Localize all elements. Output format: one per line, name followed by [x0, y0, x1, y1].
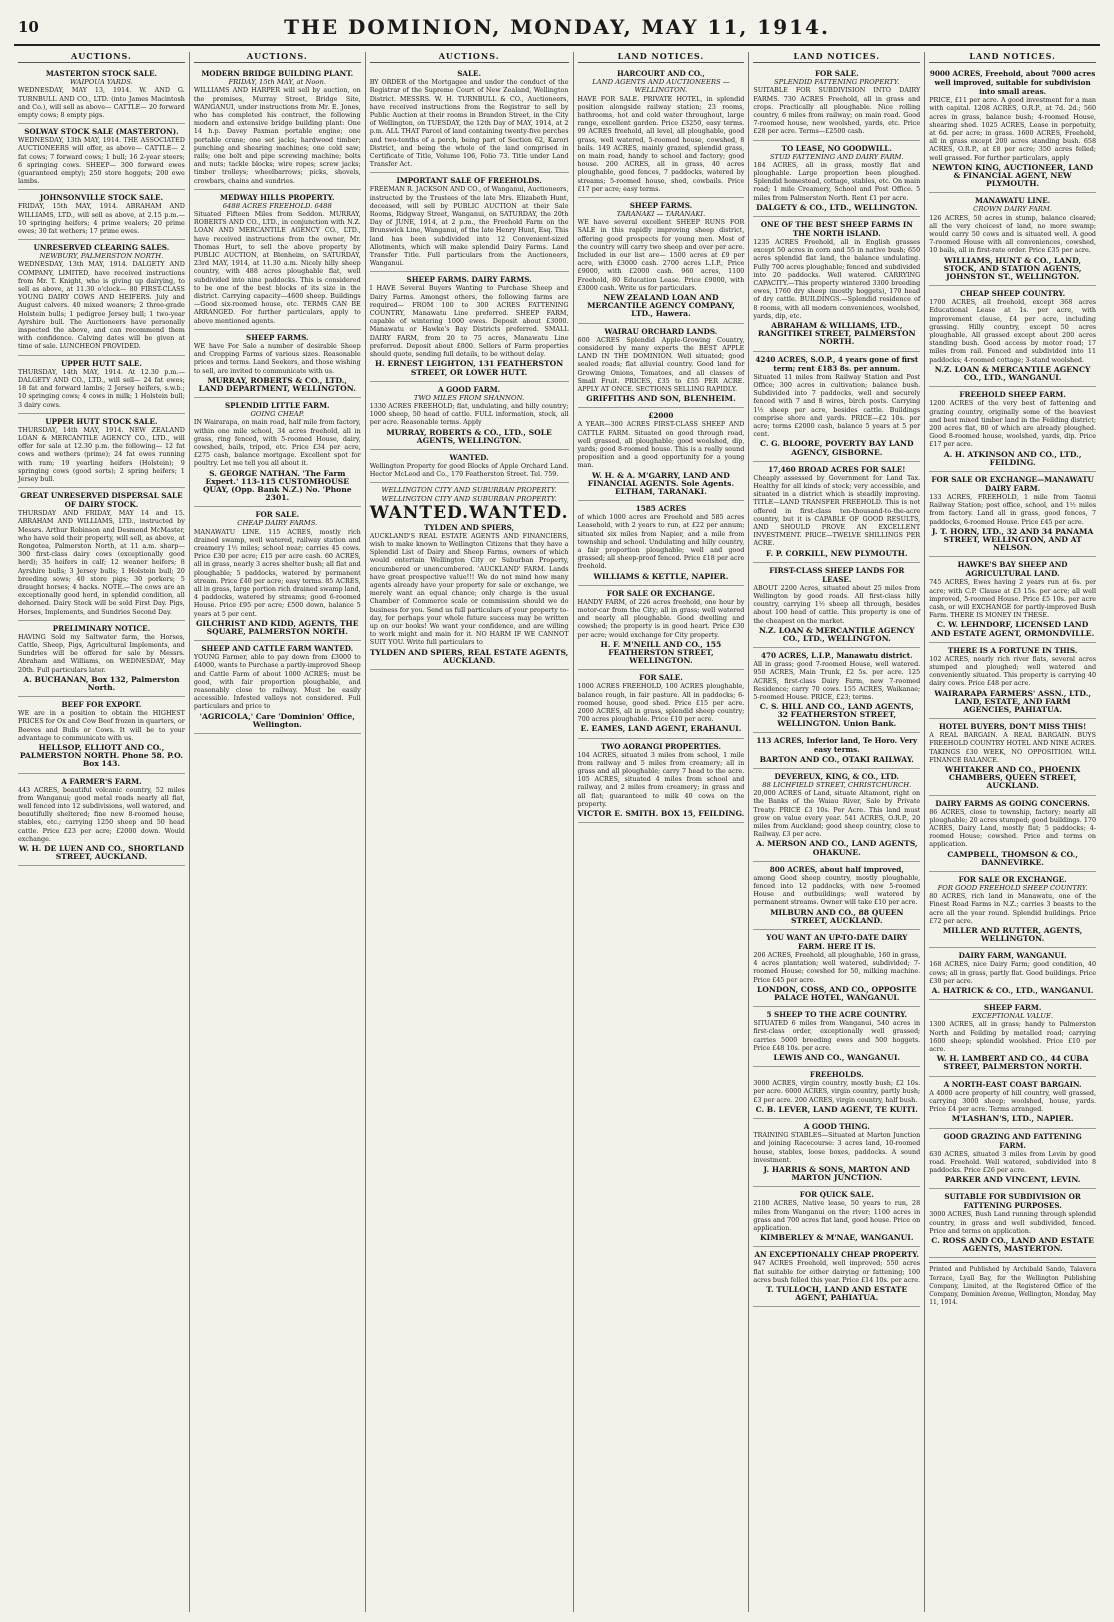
ad-heading: SHEEP FARMS. [629, 201, 693, 211]
ad-body-text: WE have For Sale a number of desirable Sheep and Cropping Farms of various sizes. Reasonable prices and terms. Land Seekers, and those wishing to sell, are invited to communicate with us. [193, 341, 361, 375]
ad-body-text: 947 ACRES Freehold, well improved; 550 acres flat suitable for either dairying or fattening; 100 acres bush felled this year. Price £14 10s. per acre. [753, 1259, 921, 1284]
ad-body-text: Situated 11 miles from Railway Station and Post Office; 300 acres in cultivation; balance bush. Subdivided into 7 paddocks, well and securely fenced with 7 and 8 wires, birch posts. Carrying 1½ sheep per acre, besides cattle. Buildings comprise shore and yards. PRICE—£2 10s. per acre; terms £2000 cash, balance 5 years at 5 per cent. [753, 372, 921, 439]
ad-signature: H. ERNEST LEIGHTON, 131 FEATHERSTON STREET, OR LOWER HUTT. [375, 359, 564, 377]
ad-heading: SUITABLE FOR SUBDIVISION OR FATTENING PURPOSES. [944, 1192, 1081, 1211]
advertisement [929, 286, 1096, 387]
ad-subheading: 6488 ACRES FREEHOLD. 6488 [222, 201, 332, 210]
ad-body-text: 206 ACRES, Freehold, all ploughable, 160 in grass, 4 acres plantation; well watered, subdivided; 7-roomed House; cowshed for 50, milking machine. Price £45 per acre. [753, 951, 921, 984]
ad-body-text: SITUATED 6 miles from Wanganui, 540 acres in first-class order, exceptionally well grassed; carries 5000 breeding ewes and 500 hoggets. Price £48 10s. per acre. [753, 1019, 921, 1052]
ad-body-text: HAVE FOR SALE. PRIVATE HOTEL, in splendid position alongside railway station; 23 rooms, bathrooms, hot and cold water throughout, large range, excellent garden. Price £3250, easy terms. 99 ACRES freehold, all level, all ploughable, good grass, well watered, 5-roomed house, cowshed, 8 bails. 149 ACRES, mainly grazed, splendid grass, on main road, handy to school and factory; good house. 200 ACRES, all in grass, 40 acres ploughable, good fences, 7 paddocks, watered by streams; 5-roomed house, shed, cowbails. Price £17 per acre; easy terms. [577, 94, 745, 193]
ad-signature: DALGETY & CO., LTD., WELLINGTON. [756, 202, 918, 212]
advertisement [753, 1247, 920, 1307]
advertisement [929, 557, 1096, 642]
ad-signature: N.Z. LOAN & MERCANTILE AGENCY CO., LTD., WELLINGTON. [758, 625, 915, 643]
printer-imprint: Printed and Published by Archibald Sando, Talavera Terrace, Lyall Bay, for the Wellington Publishing Company, Limited, at the Registered Office of the Company, Dominion Avenue, Wellington, Monday, May 11, 1914. [929, 1262, 1096, 1307]
ad-signature: C. S. HILL AND CO., LAND AGENTS, 32 FEATHERSTON STREET, WELLINGTON. Union Bank. [759, 702, 914, 728]
ad-heading: CHEAP SHEEP COUNTRY. [960, 289, 1066, 299]
advertisement [929, 948, 1096, 1000]
ad-body-text: THURSDAY, 14th MAY, 1914. NEW ZEALAND LOAN & MERCANTILE AGENCY CO., LTD., will offer for sale at 12.30 p.m. the following— 12 fat cows and wethers (prime); 24 fat ewes running with ram; 19 yearling heifers (Holstein); 9 springing cows (good sorts); 2 spring heifers; 1 Jersey bull. [18, 425, 185, 483]
ad-body-text: 3000 ACRES, Bush Land running through splendid country, in grass and well subdivided, fenced. Price and terms on application. [929, 1210, 1097, 1235]
ad-signature: MURRAY, ROBERTS & CO., LTD., SOLE AGENTS, WELLINGTON. [386, 427, 552, 445]
ad-body-text: PRICE, £11 per acre. A good investment for a man with capital. 1208 ACRES, O.R.P., at 7d. 2d.; 560 acres in grass, balance bush; 4-roomed House, shearing shed. 1025 ACRES, Lease in perpetuity, at 6d. per acre; in grass. 1600 ACRES, Freehold, all in grass except 200 acres standing bush. 658 ACRES, O.R.P., at £8 per acre; 350 acres felled; well grassed. For further particulars, apply [929, 96, 1097, 162]
ad-heading: SHEEP AND CATTLE FARM WANTED. [201, 644, 354, 654]
ad-body-text: 3000 ACRES, virgin country, mostly bush; £2 10s. per acre. 6000 ACRES, virgin country, partly bush; £3 per acre. 200 ACRES, virgin country, half bush. [753, 1079, 921, 1104]
ad-body-text: YOUNG Farmer, able to pay down from £3000 to £4000, wants to Purchase a partly-improved Sheep and Cattle Farm of about 1000 ACRES; must be good, with fair proportion ploughable, and reasonably close to railway. Must be easily accessible. Infested valleys not considered. Full particulars and price to [193, 653, 361, 711]
wanted-body: AUCKLAND'S REAL ESTATE AGENTS AND FINANCIERS, wish to make known to Wellington Citizens that they have a Splendid List of Dairy and Sheep Farms, owners of which would entertain Wellington City or Suburban Property, encumbered or unencumbered. 'AUCKLAND' FARM. Lands have great prospective value!!! We do not mind how many agents already have your property for sale or exchange, we merely want an equal chance; only charge is the usual Chamber of Commerce scale or commission should we do business for you. Send us full particulars of your property to-day, for perhaps your whole future success may be written up on our books! We want your confidence, and are willing to work might and main for it. NO HARM IF WE CANNOT SUIT YOU. Write full particulars to [369, 531, 569, 647]
ad-heading: TO LEASE, NO GOODWILL. [781, 143, 892, 153]
ad-body-text: All in grass; good 7-roomed House, well watered. 950 ACRES, Main Trunk, £2 5s. per acre. 125 ACRES, first-class Dairy Farm, new 7-roomed Residence; carry 70 cows. 155 ACRES, Waikanae; 5-roomed House. PRICE, £23; terms. [753, 660, 921, 701]
ad-body-text: 745 ACRES, Ewes having 2 years run at 6s. per acre; with C.P. Clause at £3 15s. per acre; all well improved, 5-roomed House. Price £5 10s. per acre cash, or will EXCHANGE for partly-improved Bush Farm. THERE IS MONEY IN THESE. [929, 578, 1097, 620]
advertisement [753, 862, 920, 930]
ad-body-text: THURSDAY AND FRIDAY, MAY 14 and 15. ABRAHAM AND WILLIAMS, LTD., instructed by Messrs. Arthur Robinson and Desmond McMaster, who have sold their property, will sell, as above, at Rongotea, Palmerston North, at 11 a.m. sharp— 300 first-class dairy cows (exceptionally good herd); 35 heifers in calf; 12 weaner heifers; 8 Ayrshire bulls; 3 Jersey bulls; 1 Holstein bull; 20 breeding sows; 40 store pigs; 30 porkers; 5 draught horses; 4 hacks. NOTE.—The cows are an exceptionally good herd, in splendid condition, all dehorned. Dairy Stock will be sold First Day. Pigs, Horses, Implements, and Sundries Second Day. [18, 509, 185, 616]
ad-body-text: A YEAR—300 ACRES FIRST-CLASS SHEEP AND CATTLE FARM. Situated on good through road, well grassed, all ploughable; good woolshed, dip, yards; good 8-roomed house. This is a really sound proposition and a good opportunity for a young man. [577, 420, 745, 470]
column-2-auctions [190, 52, 366, 1612]
ad-heading: DAIRY FARM, WANGANUI. [958, 951, 1067, 961]
ad-subheading: CHEAP DAIRY FARMS. [237, 519, 318, 528]
advertisement [578, 501, 745, 586]
ad-heading: FOR SALE. [639, 673, 683, 683]
ad-heading: FOR SALE. [255, 510, 300, 520]
wanted-advertisement [370, 483, 569, 670]
advertisement [929, 66, 1096, 193]
ad-signature: J. T. HORN, LTD., 32 AND 34 PANAMA STREET, WELLINGTON, AND AT NELSON. [931, 526, 1094, 553]
ad-heading: GREAT UNRESERVED DISPERSAL SALE OF DAIRY STOCK. [20, 491, 183, 510]
ad-body-text: A REAL BARGAIN. A REAL BARGAIN. BUYS FREEHOLD COUNTRY HOTEL AND NINE ACRES. TAKINGS £30 WEEK, NO OPPOSITION. WILL FINANCE BALANCE. [929, 731, 1097, 764]
ad-signature: C. G. BLOORE, POVERTY BAY LAND AGENCY, GISBORNE. [759, 439, 914, 457]
ad-subheading: SPLENDID FATTENING PROPERTY. [774, 78, 900, 87]
ad-body-text: SUITABLE FOR SUBDIVISION INTO DAIRY FARMS. 730 ACRES Freehold, all in grass and crops. Practically all ploughable. Nice rolling country, 6 miles from railway; on main road. Good 7-roomed house, new woolshed, yards, etc. Price £28 per acre. Terms—£2500 cash. [753, 86, 921, 136]
ad-body-text: WEDNESDAY, 13th MAY, 1914. DALGETY AND COMPANY, LIMITED, have received instructions from Mr. T. Knight, who is giving up dairying, to sell as above, at 11.30 o'clock— 80 FIRST-CLASS YOUNG DAIRY COWS AND HEIFERS. July and August calvers. 40 mixed weaners; 2 three-grade Holstein bulls; 1 pedigree Jersey bull; 1 two-year Ayrshire bull. The Auctioneers have personally inspected the above, and can recommend them with confidence. Calving dates will be given at time of sale. LUNCHEON PROVIDED. [18, 260, 185, 351]
ad-body-text: BY ORDER of the Mortgagee and under the conduct of the Registrar of the Supreme Court of New Zealand, Wellington District. MESSRS. W. H. TURNBULL & CO., Auctioneers, have received instructions from the Registrar to sell by Public Auction at their rooms in Brandon Street, in the City of Wellington, on TUESDAY, the 12th Day of MAY, 1914, at 2 p.m. ALL THAT Parcel of land containing twenty-five perches and two-tenths of a perch, being part of Section 62, Karori District, and being the whole of the land comprised in Certificate of Title, Volume 106, Folio 73. Title under Land Transfer Act. [369, 78, 569, 169]
ad-body-text: Cheaply assessed by Government for Land Tax. Healthy for all kinds of stock; very accessible, and situated in a district which is steadily improving. TITLE—LAND TRANSFER FREEHOLD. This is not offered in first-class ten-thousand-to-the-acre country, but it is CAPABLE OF GOOD RESULTS, AND SHOULD PROVE AN EXCELLENT INVESTMENT. PRICE—TWELVE SHILLINGS PER ACRE. [753, 473, 921, 548]
ad-heading: MASTERTON STOCK SALE. [45, 69, 157, 79]
ad-heading: 113 ACRES, Inferior land, Te Horo. Very easy terms. [756, 735, 918, 754]
ad-body-text: 1200 ACRES of the very best of fattening and grazing country, originally some of the heaviest and best mixed timber land in the Feilding district; 200 acres flat, 80 of which are already ploughed. Good 8-roomed house, woolshed, yards, dip. Price £17 per acre. [929, 399, 1097, 449]
ad-subheading: NEWBURY, PALMERSTON NORTH. [39, 252, 164, 261]
wanted-firm: TYLDEN AND SPIERS, [424, 522, 515, 532]
ad-body-text: among Good sheep country, mostly ploughable, fenced into 12 paddocks, with new 5-roomed House and outbuildings; well watered by permanent streams. Owner will take £10 per acre. [753, 873, 921, 907]
ad-heading: 4240 ACRES, S.O.P., 4 years gone of first term; rent £183 8s. per annum. [755, 354, 919, 373]
ad-body-text: A 4000 acre property of hill country, well grassed, carrying 3000 sheep; woolshed, house, yards. Price £4 per acre. Terms arranged. [929, 1088, 1097, 1114]
ad-heading: A GOOD FARM. [438, 384, 501, 394]
column-heading: AUCTIONS. [194, 52, 361, 63]
ad-body-text: WEDNESDAY, MAY 13, 1914. W. AND G. TURNBULL AND CO., LTD. (into James Macintosh and Co.), will sell as above— CATTLE— 20 forward empty cows; 8 empty pigs. [18, 86, 185, 120]
ad-heading: HOTEL BUYERS, DON'T MISS THIS! [938, 722, 1087, 732]
ad-heading: FREEHOLD SHEEP FARM. [959, 390, 1066, 400]
ad-body-text: 1700 ACRES, all freehold, except 368 acres Educational Lease at 1s. per acre, with improvement clause, £4 per acre, including grassing. Hilly country, except 50 acres ploughable. All grassed except about 200 acres standing bush. Good access by motor road; 17 miles from rail. Fenced and subdivided into 11 paddocks; 4-roomed cottage; 3-stand woolshed. [929, 298, 1097, 364]
advertisement [753, 769, 920, 862]
advertisement [18, 488, 185, 621]
ad-subheading: CROWN DAIRY FARM. [973, 205, 1053, 214]
ad-signature: J. HARRIS & SONS, MARTON AND MARTON JUNCTION. [763, 1164, 910, 1183]
ad-body-text: 168 ACRES, nice Dairy Farm; good condition, 40 cows; all in grass, partly flat. Good buildings. Price £30 per acre. [929, 960, 1097, 985]
ad-heading: DEVEREUX, KING, & CO., LTD. [774, 772, 899, 781]
ad-signature: E. EAMES, LAND AGENT, ERAHANUI. [580, 724, 742, 734]
ad-signature: MILLER AND RUTTER, AGENTS, WELLINGTON. [942, 926, 1083, 944]
ad-body-text: ABOUT 2200 Acres, situated about 25 miles from Wellington by good roads. All first-class hilly country, carrying 1½ sheep all through, besides about 100 head of cattle. This property is one of the cheapest on the market. [753, 583, 921, 625]
advertisement [194, 641, 361, 734]
ad-body-text: 184 ACRES, all in grass, mostly flat and ploughable. Large proportion been ploughed. Splendid homestead, cottage, stables, etc. On main road; 1 mile Creamery, School and Post Office. 5 miles from Palmerston North. Rent £1 per acre. [753, 160, 921, 202]
ad-heading: A FARMER'S FARM. [61, 776, 142, 786]
ad-body-text: 630 ACRES, situated 3 miles from Levin by good road. Freehold. Well watered, subdivided into 8 paddocks. Price £26 per acre. [929, 1149, 1097, 1174]
advertisement [370, 450, 569, 483]
ad-heading: £2000 [648, 411, 674, 421]
newspaper-title: THE DOMINION, MONDAY, MAY 11, 1914. [284, 15, 830, 39]
ad-body-text: HAVING Sold my Saltwater farm, the Horses, Cattle, Sheep, Pigs, Agricultural Implements, and Sundries will be offered for sale by Messrs. Abraham and Williams, on WEDNESDAY, May 20th. Full particulars later. [18, 632, 185, 674]
advertisement [194, 398, 361, 507]
advertisement [18, 66, 185, 124]
ad-signature: C. B. LEVER, LAND AGENT, TE KUITI. [755, 1104, 918, 1114]
ad-signature: M'LASHAN'S, LTD., NAPIER. [951, 1114, 1074, 1124]
ad-subheading: TWO MILES FROM SHANNON. [413, 393, 525, 402]
ad-signature: WAIRARAPA FARMERS' ASSN., LTD., LAND, ESTATE, AND FARM AGENCIES, PAHIATUA. [934, 688, 1091, 714]
ad-heading: SHEEP FARMS. [246, 332, 309, 342]
ad-subheading: FOR GOOD FREEHOLD SHEEP COUNTRY. [937, 884, 1088, 893]
ad-heading: FREEHOLDS. [809, 1070, 864, 1080]
ad-body-text: 126 ACRES, 50 acres in stump, balance cleared; all the very choicest of land, no more swamp; would carry 50 cows and is situated well. A good 7-roomed House with all conveniences, cowshed, 10 bails, all in first-rate order. Price £35 per acre. [929, 213, 1097, 255]
ad-signature: KIMBERLEY & M'NAE, WANGANUI. [760, 1233, 914, 1243]
ad-signature: WHITAKER AND CO., PHOENIX CHAMBERS, QUEEN STREET, AUCKLAND. [944, 765, 1081, 791]
advertisement [929, 1189, 1096, 1258]
ad-subheading: FRIDAY, 15th MAY, at Noon. [228, 78, 327, 87]
column-1-auctions [14, 52, 190, 1612]
ad-signature: ABRAHAM & WILLIAMS, LTD., RANGITIKEI STREET, PALMERSTON NORTH. [757, 321, 916, 347]
ad-body-text: WEDNESDAY, 13th MAY, 1914. THE ASSOCIATED AUCTIONEERS will offer, as above— CATTLE— 2 fat cows; 7 forward cows; 1 bull; 16 2-year steers; 6 springing cows. SHEEP— 300 forward ewes (guaranteed empty); 250 store hoggets; 200 ewe lambs. [18, 136, 185, 186]
ad-heading: SALE. [457, 69, 481, 79]
ad-signature: LONDON, COSS, AND CO., OPPOSITE PALACE HOTEL, WANGANUI. [756, 984, 917, 1003]
ad-heading: FOR SALE OR EXCHANGE—MANAWATU DAIRY FARM. [931, 474, 1094, 493]
ad-signature: MURRAY, ROBERTS & CO., LTD., LAND DEPARTMENT, WELLINGTON. [198, 375, 356, 393]
advertisement [929, 643, 1096, 719]
ad-subheading: 88 LICHFIELD STREET, CHRISTCHURCH. [762, 781, 912, 789]
wanted-overline: WELLINGTON CITY AND SUBURBAN PROPERTY. WELLINGTON CITY AND SUBURBAN PROPERTY. [381, 486, 557, 503]
advertisement [929, 719, 1096, 795]
ad-heading: DAIRY FARMS AS GOING CONCERNS. [935, 798, 1090, 808]
advertisement [753, 66, 920, 140]
advertisement [929, 1077, 1096, 1129]
ad-subheading: LAND AGENTS AND AUCTIONEERS — WELLINGTON. [592, 78, 730, 95]
advertisement [753, 930, 920, 1007]
ad-heading: MODERN BRIDGE BUILDING PLANT. [201, 69, 354, 79]
ad-signature: A. HATRICK & CO., LTD., WANGANUI. [931, 986, 1094, 996]
ad-body-text: WILLIAMS AND HARPER will sell by auction, on the premises, Murray Street, Bridge Site, WANGANUI, under instructions from Mr. E. Jones, who has completed his contract, the following modern and extensive bridge building plant: One 14 h.p. Davey Paxman portable engine; one portable crane; one set jacks; hardwood timber; punching and shearing machines; one cold saw; rails; one belt and pipe screwing machine; bolts and nuts; tackle blocks; wire ropes; screw jacks; timber trolleys; wheelbarrows; picks, shovels, crowbars, chains and sundries. [193, 86, 361, 185]
ad-signature: W. H. DE LUEN AND CO., SHORTLAND STREET, AUCKLAND. [18, 844, 184, 862]
column-heading: LAND NOTICES. [578, 52, 745, 63]
advertisement [370, 272, 569, 381]
advertisement [929, 1129, 1096, 1190]
ad-body-text: 2100 ACRES, Native lease, 50 years to run, 28 miles from Wanganui on the river; 1100 acres in grass and 700 acres flat land, good house. Price on application. [753, 1199, 921, 1232]
ad-body-text: THURSDAY, 14th MAY, 1914. At 12.30 p.m.— DALGETY AND CO., LTD., will sell— 24 fat ewes; 18 fat and forward lambs; 2 Jersey heifers, s.w.b.; 10 springing cows; 4 cows in milk; 1 Holstein bull; 3 dairy cows. [18, 367, 185, 409]
ad-heading: MANAWATU LINE. [975, 196, 1051, 206]
advertisement [18, 697, 185, 773]
ad-signature: GILCHRIST AND KIDD, AGENTS, THE SQUARE, PALMERSTON NORTH. [196, 618, 359, 636]
ad-heading: IMPORTANT SALE OF FREEHOLDS. [396, 176, 542, 186]
ad-heading: UPPER HUTT SALE. [61, 358, 142, 368]
advertisement [578, 670, 745, 738]
ad-heading: UPPER HUTT STOCK SALE. [45, 416, 158, 426]
advertisement [578, 739, 745, 824]
ad-body-text: MANAWATU LINE. 115 ACRES, mostly rich drained swamp, well watered, railway station and creamery 1½ miles; school near; carries 45 cows. Price £30 per acre; £15 per acre cash. 60 ACRES, all in grass, nearly 3 acres shelter bush; all flat and ploughable; 5 paddocks, watered by permanent stream. Price £40 per acre; easy terms. 85 ACRES, all in grass, large portion rich drained swamp land, 4 paddocks, watered by streams; good 6-roomed House. Price £95 per acre; £500 down, balance 5 years at 5 per cent. [193, 527, 361, 618]
ad-heading: HARCOURT AND CO., [617, 69, 705, 79]
advertisement [753, 733, 920, 769]
ad-body-text: WE are in a position to obtain the HIGHEST PRICES for Ox and Cow Beef frozen in quarters, or Beeves and Bulls or Cows. It will be to your advantage to communicate with us. [18, 709, 185, 742]
ad-signature: W. H. & A. M'GARRY, LAND AND FINANCIAL AGENTS. Sole Agents. ELTHAM, TARANAKI. [587, 470, 735, 496]
advertisement [578, 408, 745, 501]
advertisement [578, 586, 745, 671]
wanted-heading-right: WANTED. [469, 502, 569, 523]
ad-heading: MEDWAY HILLS PROPERTY. [220, 192, 335, 202]
ad-body-text: 80 ACRES, rich land in Manawatu, one of the Finest Road Farms in N.Z.; carries 3 beasts to the acre all the year round. Splendid buildings. Price £72 per acre. [929, 892, 1097, 925]
column-heading: LAND NOTICES. [929, 52, 1096, 63]
wanted-signature: TYLDEN AND SPIERS, REAL ESTATE AGENTS, AUCKLAND. [369, 647, 569, 665]
ad-body-text: of which 1000 acres are Freehold and 585 acres Leasehold, with 2 years to run, at £22 per annum; situated six miles from Napier, and a mile from township and school. Undulating and hilly country, a fair proportion ploughable; well and good grassed; all sheep-proof fenced. Price £18 per acre freehold. [577, 513, 745, 571]
advertisement [194, 330, 361, 398]
advertisement [753, 217, 920, 352]
advertisement [929, 872, 1096, 948]
ad-body-text: FRIDAY, 15th MAY, 1914. ABRAHAM AND WILLIAMS, LTD., will sell as above, at 2.15 p.m.— 10 springing heifers; 4 prime vealers; 20 prime ewes; 30 fat wethers; 17 prime ewes. [18, 202, 185, 236]
ad-signature: PARKER AND VINCENT, LEVIN. [944, 1175, 1081, 1185]
ad-signature: MILBURN AND CO., 88 QUEEN STREET, AUCKLAND. [770, 907, 904, 925]
column-heading: AUCTIONS. [370, 52, 569, 63]
ad-body-text: 1330 ACRES FREEHOLD; flat, undulating, and hilly country; 1000 sheep, 50 head of cattle. FULL information, stock, all per acre. Reasonable terms. Apply [369, 401, 569, 427]
advertisement [18, 414, 185, 488]
ad-body-text: 443 ACRES, beautiful volcanic country, 52 miles from Wanganui; good metal roads nearly all flat, well fenced into 12 subdivisions, well watered, and beautifully sheltered; fine new 8-roomed house, stables, etc.; carrying 1250 sheep and 50 head cattle. Price £23 per acre; £2000 down. Would exchange. [18, 785, 185, 843]
ad-body-text: 133 ACRES, FREEHOLD, 1 mile from Taonui Railway Station; post office, school, and 1½ miles from factory. Land all in grass, good fences, 7 paddocks, 6-roomed House. Price £45 per acre. [929, 492, 1097, 526]
ad-body-text: FREEMAN R. JACKSON AND CO., of Wanganui, Auctioneers, instructed by the Trustees of the late Mrs. Elizabeth Hunt, deceased, will sell by PUBLIC AUCTION at their Sale Rooms, Ridgway Street, Wanganui, on SATURDAY, the 20th Day of JUNE, 1914, at 2 p.m., the Freehold Farm on the Brunswick Line, Wanganui, of the late Henry Hunt, Esq. This land has been subdivided into 12 Convenient-sized Allotments, which will make splendid Dairy Farms. Land Transfer Title. Full particulars from the Auctioneers, Wanganui. [369, 185, 569, 268]
ad-subheading: TARANAKI — TARANAKI. [616, 210, 706, 219]
advertisement [929, 193, 1096, 286]
ad-signature: NEW ZEALAND LOAN AND MERCANTILE AGENCY COMPANY, LTD., Hawera. [587, 293, 735, 319]
ad-heading: FOR QUICK SALE. [799, 1190, 874, 1200]
ad-heading: 1585 ACRES [635, 504, 687, 514]
ad-signature: S. GEORGE NATHAN. 'The Farm Expert.' 113-115 CUSTOMHOUSE QUAY, (Opp. Bank N.Z.) No. 'Phone 2301. [202, 468, 352, 503]
advertisement [753, 462, 920, 563]
ad-body-text: 104 ACRES, situated 3 miles from school, 1 mile from railway and 5 miles from creamery; all in grass and all ploughable; carry 7 head to the acre. 105 ACRES, situated 4 miles from school and railway, and 2 miles from creamery; in grass and all flat; guaranteed to milk 40 cows on the property. [577, 750, 745, 808]
ad-signature: GRIFFITHS AND SON, BLENHEIM. [586, 394, 736, 404]
ad-signature: A. H. ATKINSON AND CO., LTD., FEILDING. [943, 449, 1082, 467]
ad-heading: SHEEP FARM. [983, 1003, 1042, 1013]
ad-signature: H. F. M'NEILL AND CO., 155 FEATHERSTON STREET, WELLINGTON. [600, 639, 722, 666]
ad-heading: HAWKE'S BAY SHEEP AND AGRICULTURAL LAND. [957, 560, 1068, 579]
advertisement [929, 1000, 1096, 1076]
ad-heading: 800 ACRES, about half improved, [769, 864, 904, 874]
ad-heading: 9000 ACRES, Freehold, about 7000 acres well improved, suitable for subdivision into small areas. [929, 69, 1096, 97]
page-number: 10 [18, 18, 39, 36]
ad-body-text: 86 ACRES, close to township, factory; nearly all ploughable; 20 acres stumped; good buildings. 170 ACRES, Dairy Land, mostly flat; 5 paddocks; 4-roomed House; cowshed. Price and terms on application. [929, 807, 1097, 849]
ad-heading: 17,460 BROAD ACRES FOR SALE! [768, 464, 906, 474]
ad-heading: BEEF FOR EXPORT. [61, 700, 142, 710]
column-heading: AUCTIONS. [18, 52, 185, 63]
ad-heading: WANTED. [449, 452, 489, 462]
masthead [14, 10, 1100, 46]
advertisement [18, 774, 185, 867]
ad-signature: 'AGRICOLA,' Care 'Dominion' Office, Wellington. [199, 711, 355, 729]
column-6-land-notices [925, 52, 1100, 1612]
advertisement [578, 66, 745, 198]
column-5-land-notices [749, 52, 925, 1612]
advertisement [578, 198, 745, 324]
ad-body-text: WE have several excellent SHEEP RUNS FOR SALE in this rapidly improving sheep district, offering good prospects for young men. Most of the country will carry two sheep and over per acre. Included in our list are— 1500 acres at £9 per acre, with £3000 cash. 2700 acres L.I.P., Price £9000, with £2000 cash. 960 acres, 1100 Freehold, 80 Education Lease. Price £9000, with £3000 cash. Write us for particulars. [577, 218, 745, 292]
advertisement [929, 387, 1096, 472]
ad-signature: C. W. LEHNDORF, LICENSED LAND AND ESTATE AGENT, ORMONDVILLE. [930, 620, 1095, 638]
ad-subheading: GOING CHEAP. [250, 410, 305, 419]
ad-signature: W. H. LAMBERT AND CO., 44 CUBA STREET, PALMERSTON NORTH. [936, 1054, 1089, 1072]
ad-heading: WAIRAU ORCHARD LANDS. [604, 326, 718, 336]
ad-heading: SPLENDID LITTLE FARM. [224, 401, 330, 411]
ad-heading: UNRESERVED CLEARING SALES. [33, 243, 170, 253]
advertisement [753, 352, 920, 462]
ad-heading: YOU WANT AN UP-TO-DATE DAIRY FARM. HERE IT IS. [766, 933, 908, 952]
ad-heading: A GOOD THING. [803, 1122, 870, 1132]
ad-body-text: Situated Fifteen Miles from Seddon. MURRAY, ROBERTS AND CO., LTD., in conjunction with N.Z. LOAN AND MERCANTILE AGENCY CO., LTD., have received instructions from the owner, Mr. Thomas Hurt, to sell the above property by PUBLIC AUCTION, at Blenheim, on SATURDAY, 23rd MAY, 1914, at 11.30 a.m. Nicely hilly sheep country, with 488 acres ploughable flat, well subdivided into nine paddocks. This is considered to be one of the best blocks of its size in the district. Carrying capacity—4600 sheep. Buildings—Good six-roomed house, etc. TERMS CAN BE ARRANGED. For further particulars, apply to above mentioned agents. [193, 210, 361, 325]
ad-heading: FOR SALE OR EXCHANGE. [958, 875, 1067, 885]
ad-heading: AN EXCEPTIONALLY CHEAP PROPERTY. [754, 1250, 919, 1260]
column-3-auctions [366, 52, 574, 1612]
ad-signature: A. MERSON AND CO., LAND AGENTS, OHAKUNE. [755, 839, 918, 857]
ad-subheading: STUD FATTENING AND DAIRY FARM. [769, 152, 904, 161]
advertisement [18, 621, 185, 697]
advertisement [753, 648, 920, 733]
ad-body-text: I HAVE Several Buyers Wanting to Purchase Sheep and Dairy Farms. Amongst others, the following farms are required— FROM 100 to 300 ACRES FATTENING COUNTRY, Manawatu Line preferred. SHEEP FARM, capable of wintering 1000 ewes. Deposit about £3000. Manawatu or Hawke's Bay Districts preferred. SMALL DAIRY FARM, from 20 to 75 acres, Manawatu Line preferred. Deposit about £800. Sellers of Farm properties should quote, sending full details, to be without delay. [369, 284, 569, 359]
wanted-heading-row [370, 503, 569, 523]
ad-heading: FOR SALE OR EXCHANGE. [606, 588, 715, 598]
advertisement [18, 124, 185, 190]
advertisement [753, 1067, 920, 1119]
ad-heading: TWO AORANGI PROPERTIES. [600, 741, 721, 751]
advertisement [370, 173, 569, 272]
advertisement [753, 563, 920, 648]
ad-heading: SHEEP FARMS. DAIRY FARMS. [406, 275, 532, 285]
ad-signature: VICTOR E. SMITH. BOX 15, FEILDING. [577, 809, 745, 819]
advertisement [194, 190, 361, 330]
ad-signature: BARTON AND CO., OTAKI RAILWAY. [759, 754, 914, 764]
ad-heading: FIRST-CLASS SHEEP LANDS FOR LEASE. [769, 565, 905, 584]
columns [14, 52, 1100, 1612]
ad-signature: LEWIS AND CO., WANGANUI. [773, 1053, 901, 1063]
ad-signature: HELLSOP, ELLIOTT AND CO., PALMERSTON NORTH. Phone 58. P.O. Box 143. [19, 743, 183, 769]
ad-heading: 5 SHEEP TO THE ACRE COUNTRY. [766, 1010, 907, 1020]
ad-signature: A. BUCHANAN, Box 132, Palmerston North. [23, 674, 180, 692]
ad-heading: THERE IS A FORTUNE IN THIS. [947, 645, 1078, 655]
ad-body-text: 1000 ACRES FREEHOLD, 100 ACRES ploughable, balance rough, in fair pasture. All in paddocks; 6-roomed house, good shed. Price £15 per acre. 2000 ACRES, all in grass, splendid sheep country; 700 acres ploughable. Price £10 per acre. [577, 682, 745, 724]
ad-heading: FOR SALE. [814, 69, 859, 79]
ad-subheading: EXCEPTIONAL VALUE. [972, 1012, 1054, 1021]
ad-body-text: 1235 ACRES Freehold, all in English grasses except 50 acres in corn and 55 in native bush; 650 acres splendid flat land, the balance undulating. Fully 700 acres ploughable; fenced and subdivided into 20 paddocks. Well watered. CARRYING CAPACITY.—This property wintered 3300 breeding ewes, 1760 dry sheep (mostly hoggets), 170 head of dry cattle. BUILDINGS.—Splendid residence of 8 rooms, with all modern conveniences, woolshed, yards, dip, etc. [753, 238, 921, 320]
advertisement [753, 1007, 920, 1067]
ad-heading: A NORTH-EAST COAST BARGAIN. [943, 1079, 1082, 1089]
ad-signature: WILLIAMS & KETTLE, NAPIER. [593, 571, 729, 581]
ad-signature: T. TULLOCH, LAND AND ESTATE AGENT, PAHIATUA. [766, 1284, 908, 1303]
ad-signature: C. ROSS AND CO., LAND AND ESTATE AGENTS, MASTERTON. [931, 1235, 1094, 1254]
ad-heading: 470 ACRES, L.I.P., Manawatu district. [760, 651, 913, 661]
ad-subheading: WAIPOUA YARDS. [69, 78, 133, 87]
ad-heading: ONE OF THE BEST SHEEP FARMS IN THE NORTH ISLAND. [760, 220, 913, 239]
advertisement [929, 796, 1096, 872]
ad-signature: CAMPBELL, THOMSON & CO., DANNEVIRKE. [947, 849, 1078, 867]
ad-body-text: Wellington Property for good Blocks of Apple Orchard Land. Hector McLeod and Co., 179 Featherston Street. Tel. 759. [369, 461, 569, 479]
ad-body-text: TRAINING STABLES—Situated at Marton Junction and joining Racecourse: 3 acres land, 10-roomed house, stables, loose boxes, paddocks. A sound investment. [753, 1131, 921, 1164]
advertisement [753, 1119, 920, 1187]
advertisement [370, 66, 569, 173]
ad-body-text: IN Wairarapa, on main road, half mile from factory, within one mile school, 34 acres freehold, all in grass, ring fenced, with 5-roomed House, dairy, cowshed, bails, tripod, etc. Price £34 per acre, £275 cash, balance mortgage. Excellent spot for poultry. Let me tell you all about it. [193, 418, 361, 468]
ad-body-text: 20,000 ACRES of Land, situate Altamont, right on the Banks of the Waiau River, Sale by Private Treaty. PRICE £3 10s. Per Acre. This land must grow on value every year. 541 ACRES, O.R.P., 20 miles from Auckland; good sheep country, close to Railway. £3 per acre. [753, 789, 921, 839]
advertisement [929, 472, 1096, 557]
ad-heading: GOOD GRAZING AND FATTENING FARM. [943, 1131, 1082, 1150]
advertisement [370, 382, 569, 450]
wanted-heading-left: WANTED. [369, 502, 470, 523]
ad-body-text: 600 ACRES Splendid Apple-Growing Country, considered by many experts the BEST APPLE LAND IN THE DOMINION. Well situated; good sealed roads; flat alluvial country. Good land for Growing Onions, Tomatoes, and all classes of Small Fruit. PRICES, £35 to £55 PER ACRE. APPLY AT ONCE. SECTIONS SELLING RAPIDLY. [577, 335, 745, 393]
column-heading: LAND NOTICES. [753, 52, 920, 63]
ad-heading: JOHNSONVILLE STOCK SALE. [39, 193, 163, 203]
ad-signature: F. P. CORKILL, NEW PLYMOUTH. [765, 548, 908, 558]
advertisement [18, 356, 185, 414]
ad-body-text: HANDY FARM, of 226 acres freehold, one hour by motor-car from the City; all in grass; well watered and nearly all ploughable. Good dwelling and cowshed; the property is in good heart. Price £30 per acre; would exchange for City property. [577, 597, 745, 639]
ad-signature: WILLIAMS, HUNT & CO., LAND, STOCK, AND STATION AGENTS, JOHNSTON ST., WELLINGTON. [943, 255, 1082, 282]
advertisement [194, 507, 361, 641]
advertisement [18, 240, 185, 355]
advertisement [18, 190, 185, 240]
column-4-land-notices [574, 52, 750, 1612]
ad-signature: NEWTON KING, AUCTIONEER, LAND & FINANCIAL AGENT, NEW PLYMOUTH. [932, 162, 1094, 189]
advertisement [194, 66, 361, 190]
ad-body-text: 102 ACRES, nearly rich river flats, several acres stumped and ploughed; well watered and conveniently situated. This property is carrying 40 dairy cows. Price £48 per acre. [929, 654, 1097, 688]
advertisement [753, 141, 920, 217]
ad-signature: N.Z. LOAN & MERCANTILE AGENCY CO., LTD., WANGANUI. [934, 364, 1091, 383]
advertisement [753, 1187, 920, 1247]
ad-heading: SOLWAY STOCK SALE (MASTERTON). [24, 127, 179, 137]
ad-body-text: 1300 ACRES, all in grass; handy to Palmerston North and Feilding by metalled road; carrying 1600 sheep; splendid woolshed. Price £10 per acre. [929, 1020, 1097, 1054]
advertisement [578, 324, 745, 409]
ad-heading: PRELIMINARY NOTICE. [52, 623, 151, 633]
